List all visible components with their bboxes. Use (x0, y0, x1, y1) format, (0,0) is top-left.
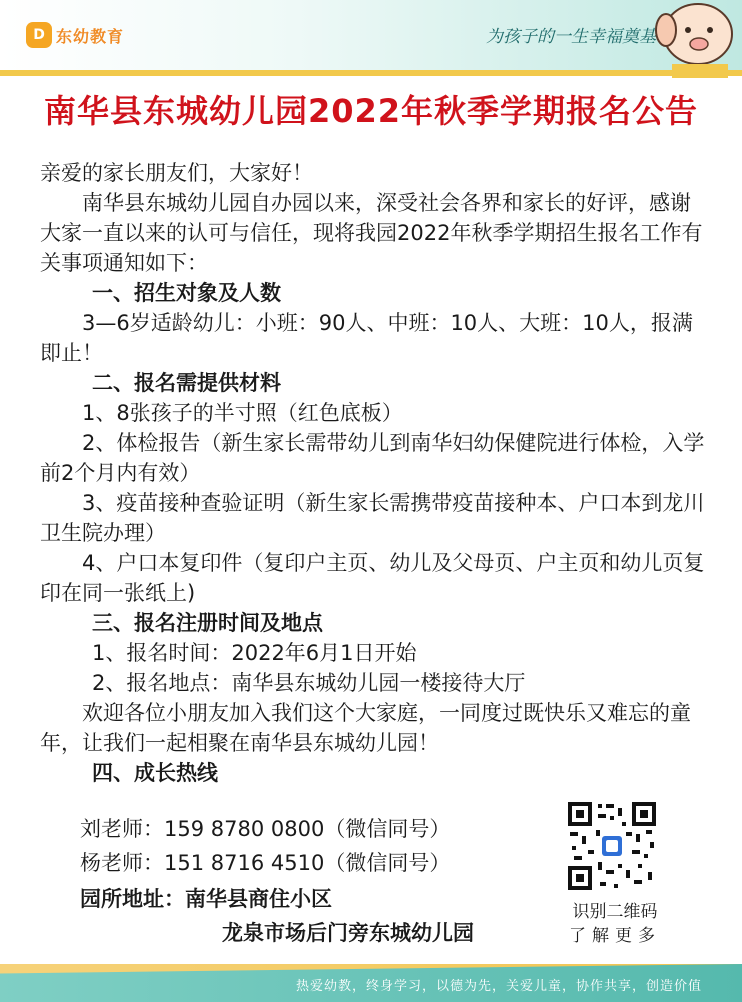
address-block (80, 882, 474, 950)
welcome-paragraph: 欢迎各位小朋友加入我们这个大家庭，一同度过既快乐又难忘的童年，让我们一起相聚在南华县东城幼儿园！ (40, 701, 691, 755)
contact-list (80, 812, 450, 880)
section-4-title: 四、成长热线 (92, 761, 218, 785)
qr-code-icon[interactable] (566, 800, 658, 892)
section-3-item: 1、报名时间：2022年6月1日开始 (92, 641, 417, 665)
section-2-item: 4、户口本复印件（复印户主页、幼儿及父母页、户主页和幼儿页复印在同一张纸上) (40, 551, 705, 605)
section-3-title: 三、报名注册时间及地点 (92, 611, 323, 635)
contact-line: 刘老师：159 8780 0800（微信同号） (80, 817, 451, 841)
slogan: 为孩子的一生幸福奠基 (486, 27, 656, 47)
section-3-item: 2、报名地点：南华县东城幼儿园一楼接待大厅 (92, 671, 526, 695)
footer-motto: 热爱幼教，终身学习，以德为先，关爱儿童，协作共享，创造价值 (295, 979, 702, 994)
header-banner (0, 0, 742, 78)
logo-text: 东幼教育 (56, 26, 125, 46)
address-line-2: 龙泉市场后门旁东城幼儿园 (222, 921, 474, 945)
page-title: 南华县东城幼儿园2022年秋季学期报名公告 (43, 92, 699, 130)
qr-caption-line-1: 识别二维码 (572, 902, 658, 922)
logo (26, 22, 124, 48)
mascot-icon (638, 0, 742, 78)
contact-line: 杨老师：151 8716 4510（微信同号） (80, 851, 451, 875)
announcement-body (40, 158, 706, 788)
section-2-item: 2、体检报告（新生家长需带幼儿到南华妇幼保健院进行体检，入学前2个月内有效） (40, 431, 705, 485)
intro-paragraph: 南华县东城幼儿园自办园以来，深受社会各界和家长的好评，感谢大家一直以来的认可与信任，现将我园2022年秋季学期招生报名工作有关事项通知如下： (40, 191, 703, 275)
footer-band (0, 964, 742, 1002)
section-1-title: 一、招生对象及人数 (92, 281, 281, 305)
qr-caption-line-2: 了解更多 (569, 926, 661, 946)
logo-icon: D (26, 22, 52, 48)
address-line-1: 园所地址：南华县商住小区 (80, 887, 332, 911)
qr-caption (560, 900, 670, 948)
section-2-item: 3、疫苗接种查验证明（新生家长需携带疫苗接种本、户口本到龙川卫生院办理） (40, 491, 705, 545)
section-2-item: 1、8张孩子的半寸照（红色底板） (82, 401, 403, 425)
section-1-text: 3—6岁适龄幼儿：小班：90人、中班：10人、大班：10人，报满即止！ (40, 311, 693, 365)
section-2-title: 二、报名需提供材料 (92, 371, 281, 395)
greeting: 亲爱的家长朋友们，大家好！ (40, 161, 313, 185)
